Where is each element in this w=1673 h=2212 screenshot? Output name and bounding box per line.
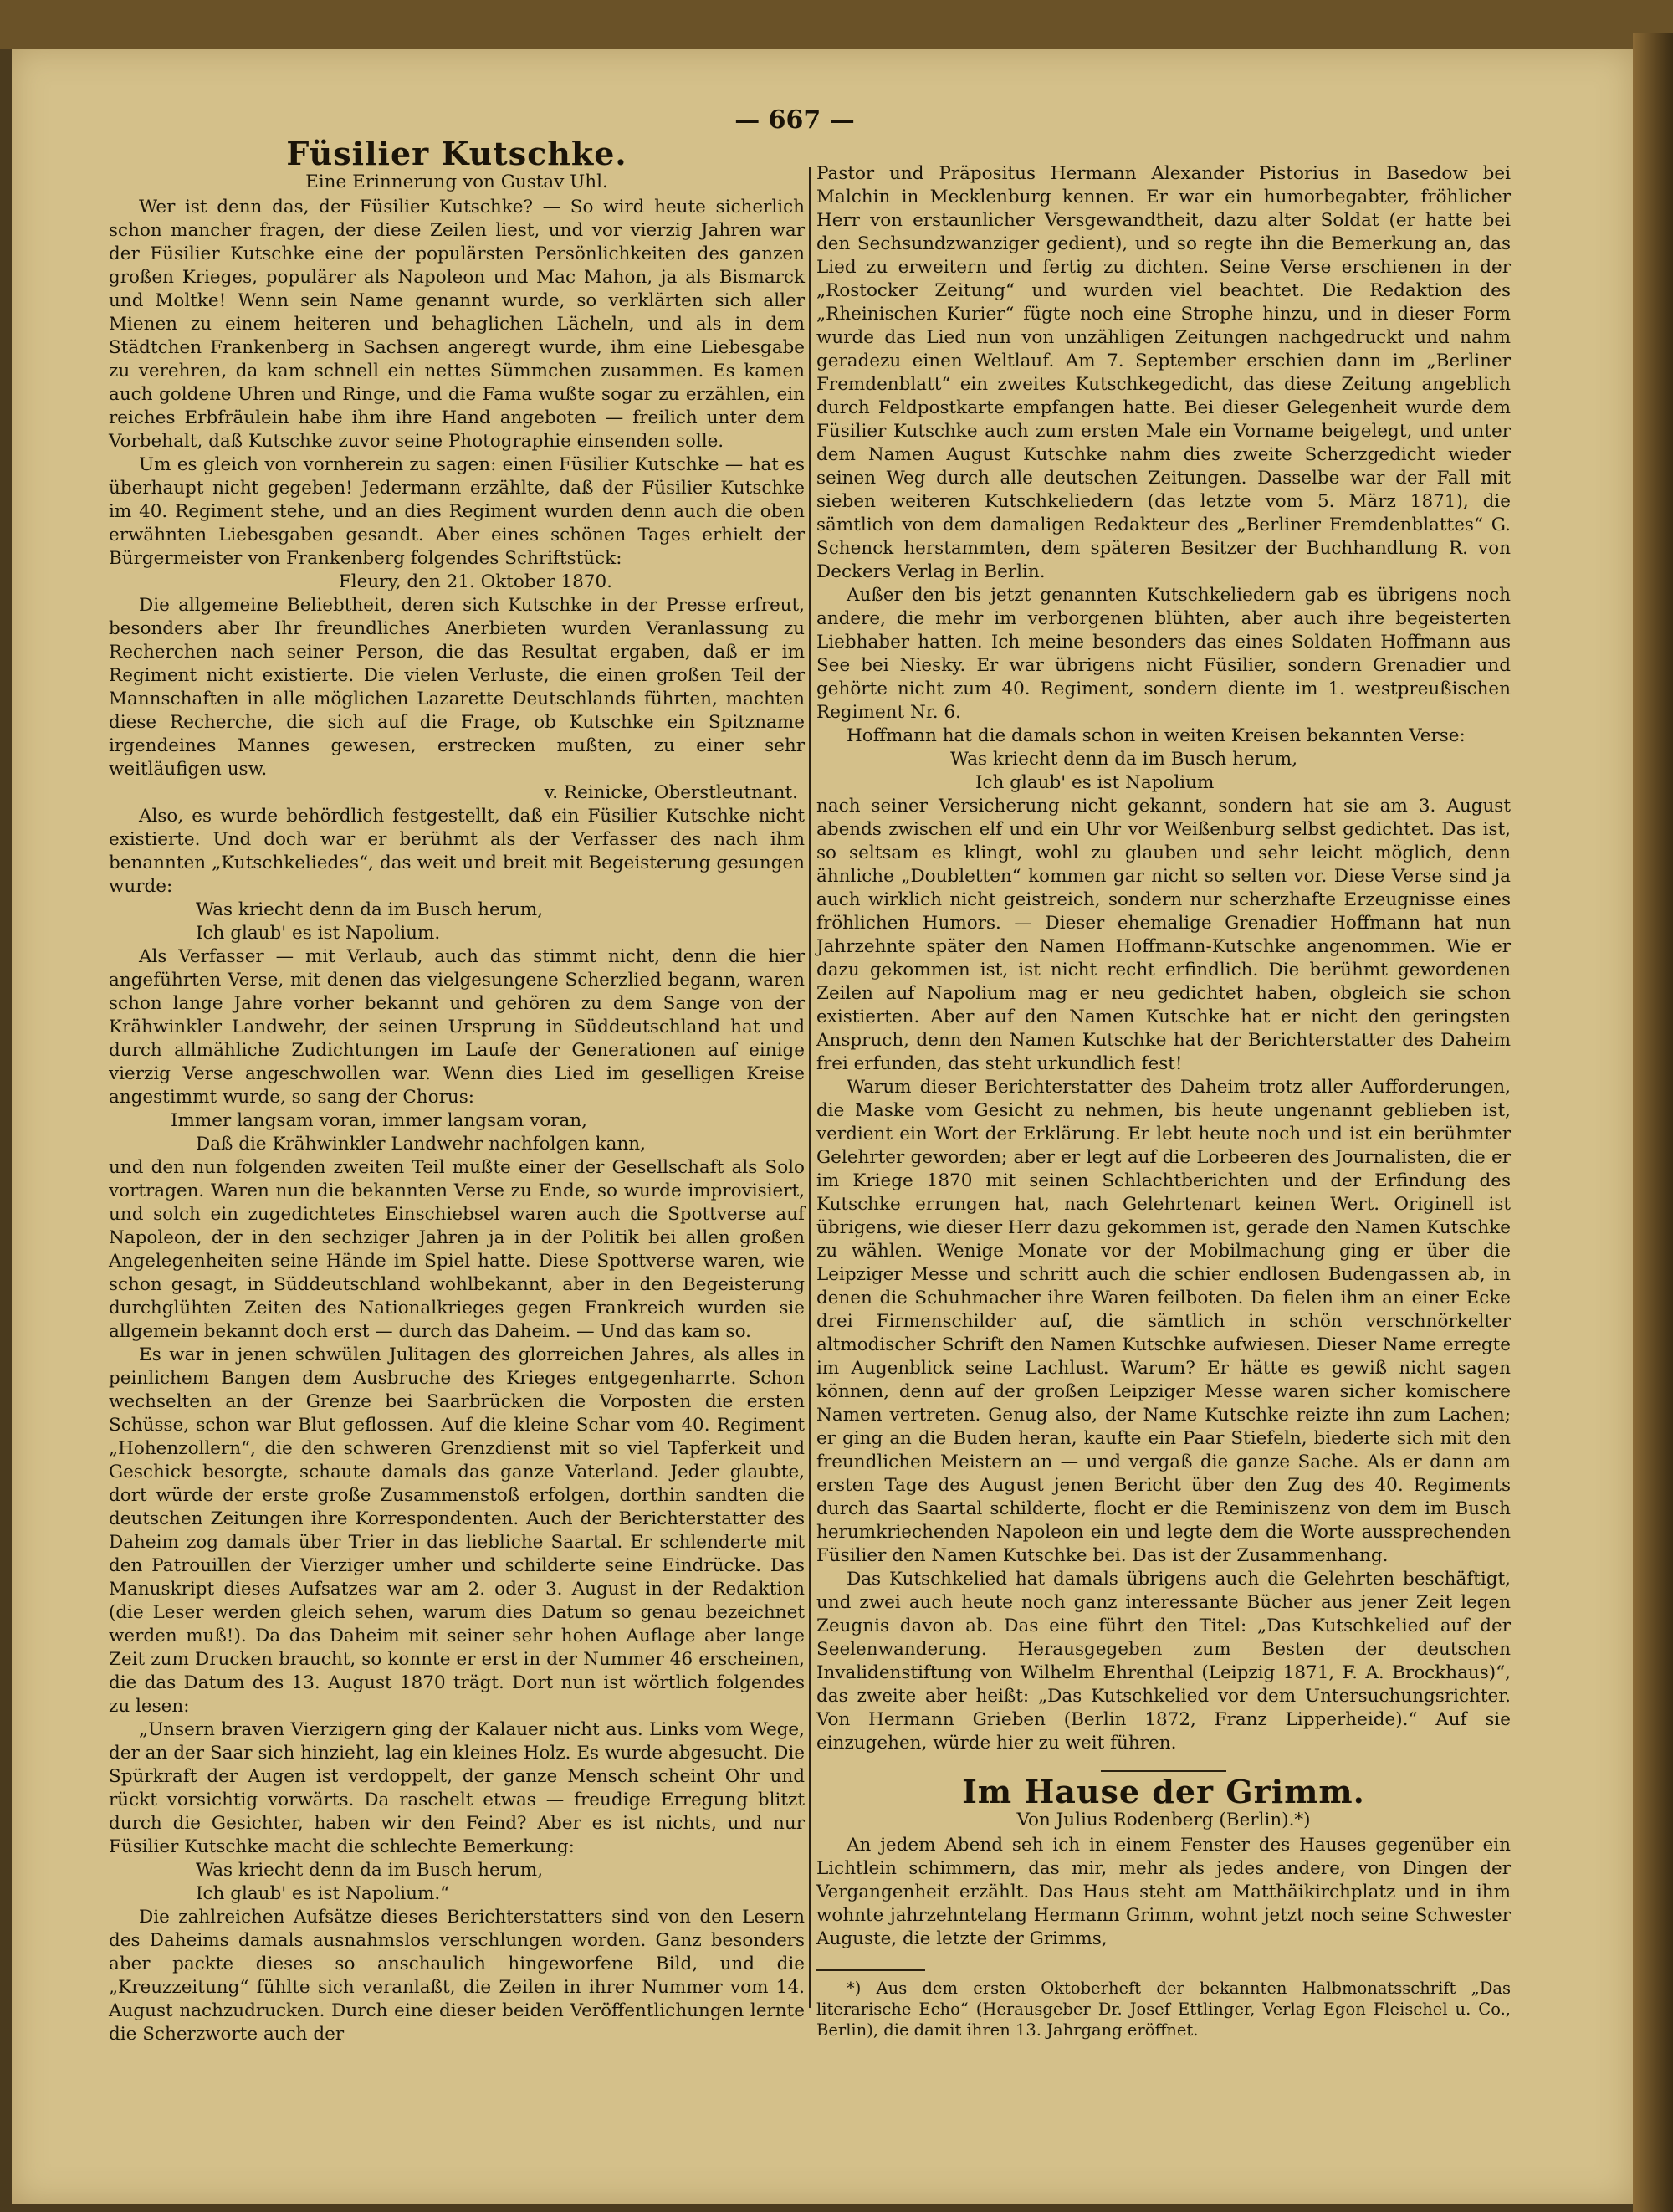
- paragraph: Also, es wurde behördlich festgestellt, daß ein Füsilier Kutschke nicht existierte. Und doch war er berühmt als der Verfasser des nach ihm benannten „Kutschkeliedes“, das weit und breit mit Begeisterung gesungen wurde:: [109, 806, 805, 897]
- paragraph: Warum dieser Berichterstatter des Daheim trotz aller Aufforderungen, die Maske vom Gesicht zu nehmen, bis heute ungenannt geblieben ist, verdient ein Wort der Erklärung. Er lebt heute noch und ist ein berühmter Gelehrter geworden; aber er legt auf die Lorbeeren des Journalisten, die er im Kriege 1870 mit seinen Schlachtberichten und der Erfindung des Kutschke errungen hat, nach Gelehrtenart keinen Wert. Originell ist übrigens, wie dieser Herr dazu gekommen ist, gerade den Namen Kutschke zu wählen. Wenige Monate vor der Mobilmachung ging er über die Leipziger Messe und schritt auch die schier endlosen Budengassen ab, in denen die Schuhmacher ihre Waren feilboten. Da fielen ihm an einer Ecke drei Firmenschilder auf, die sämtlich in schön verschnörkelter altmodischer Schrift den Namen Kutschke aufwiesen. Dieser Name erregte im Augenblick seine Lachlust. Warum? Er hätte es gewiß nicht sagen können, denn auf der großen Leipziger Messe waren sicher komischere Namen vertreten. Genug also, der Name Kutschke reizte ihn zum Lachen; er ging an die Buden heran, kaufte ein Paar Stiefeln, biederte sich mit den freundlichen Meistern an — und vergaß die ganze Sache. Als er dann am ersten Tage des August jenen Bericht über den Zug des 40. Regiments durch das Saartal schilderte, flocht er die Reminiszenz von dem im Busch herumkriechenden Napoleon ein und legte dem die Worte aussprechenden Füsilier den Namen Kutschke bei. Das ist der Zusammenhang.: [816, 1077, 1511, 1566]
- paragraph: und den nun folgenden zweiten Teil mußte einer der Gesellschaft als Solo vortragen. Waren nun die bekannten Verse zu Ende, so wurde improvisiert, und solch ein zugedichtetes Einschiebsel waren auch die Spottverse auf Napoleon, der in den sechziger Jahren ja in der Politik bei allen großen Angelegenheiten seine Hände im Spiel hatte. Diese Spottverse waren, wie schon gesagt, in Süddeutschland wohlbekannt, aber in den Begeisterung durchglühten Zeiten des Nationalkrieges gegen Frankreich wurden sie allgemein bekannt doch erst — durch das Daheim. — Und das kam so.: [109, 1157, 805, 1342]
- page-number: — 667 —: [734, 105, 855, 135]
- top-background: [0, 0, 1673, 49]
- paragraph: Es war in jenen schwülen Julitagen des glorreichen Jahres, als alles in peinlichem Bangen dem Ausbruche des Krieges entgegenharrte. Schon wechselten an der Grenze bei Saarbrücken die Vorposten die ersten Schüsse, schon war Blut geflossen. Auf die kleine Schar vom 40. Regiment „Hohenzollern“, die den schweren Grenzdienst mit so viel Tapferkeit und Geschick besorgte, schaute damals das ganze Vaterland. Jeder glaubte, dort würde der erste große Zusammenstoß erfolgen, dorthin sandten die deutschen Zeitungen ihre Korrespondenten. Auch der Berichterstatter des Daheim zog damals über Trier in das liebliche Saartal. Er schlenderte mit den Patrouillen der Vierziger umher und schilderte seine Eindrücke. Das Manuskript dieses Aufsatzes war am 2. oder 3. August in der Redaktion (die Leser werden gleich sehen, warum dies Datum so genau bezeichnet werden muß!). Da das Daheim mit seiner sehr hohen Auflage aber lange Zeit zum Drucken braucht, so konnte er erst in der Nummer 46 erscheinen, die das Datum des 13. August 1870 trägt. Dort nun ist wörtlich folgendes zu lesen:: [109, 1344, 805, 1717]
- letter-signature: v. Reinicke, Oberstleutnant.: [544, 782, 798, 803]
- verse-line: Immer langsam voran, immer langsam voran,: [171, 1110, 587, 1131]
- left-column: [109, 135, 805, 2046]
- paragraph: Das Kutschkelied hat damals übrigens auch die Gelehrten beschäftigt, und zwei auch heute noch ganz interessante Bücher aus jener Zeit legen Zeugnis davon ab. Das eine führt den Titel: „Das Kutschkelied auf der Seelenwanderung. Herausgegeben zum Besten der deutschen Invalidenstiftung von Wilhelm Ehrenthal (Leipzig 1871, F. A. Brockhaus)“, das zweite aber heißt: „Das Kutschkelied vor dem Untersuchungsrichter. Von Hermann Grieben (Berlin 1872, Franz Lipperheide).“ Auf sie einzugehen, würde hier zu weit führen.: [816, 1569, 1511, 1754]
- article-separator: [1101, 1770, 1226, 1772]
- paragraph: Als Verfasser — mit Verlaub, auch das stimmt nicht, denn die hier angeführten Verse, mit denen das vielgesungene Scherzlied begann, waren schon lange Jahre vorher bekannt und gehören zu dem Sange von der Krähwinkler Landwehr, der seinen Ursprung in Süddeutschland hat und durch allmähliche Zudichtungen im Laufe der Generationen auf einige vierzig Verse angeschwollen war. Wenn dies Lied im geselligen Kreise angestimmt wurde, so sang der Chorus:: [109, 946, 805, 1108]
- paragraph: „Unsern braven Vierzigern ging der Kalauer nicht aus. Links vom Wege, der an der Saar sich hinzieht, lag ein kleines Holz. Es wurde abgesucht. Die Spürkraft der Augen ist verdoppelt, der ganze Mensch scheint Ohr und rückt vorsichtig vorwärts. Da raschelt etwas — freudige Erregung blitzt durch die Gesichter, haben wir den Feind? Aber es ist nichts, und nur Füsilier Kutschke macht die schlechte Bemerkung:: [109, 1719, 805, 1857]
- paragraph: Pastor und Präpositus Hermann Alexander Pistorius in Basedow bei Malchin in Mecklenburg kennen. Er war ein humorbegabter, fröhlicher Herr von erstaunlicher Versgewandtheit, dazu alter Soldat (er hatte bei den Sechsundzwanziger gedient), und so regte ihn die Bemerkung an, das Lied zu erweitern und fertig zu dichten. Seine Verse erschienen in der „Rostocker Zeitung“ und wurden viel beachtet. Die Redaktion des „Rheinischen Kurier“ fügte noch eine Strophe hinzu, und in dieser Form wurde das Lied nun von unzähligen Zeitungen nachgedruckt und nahm geradezu einen Weltlauf. Am 7. September erschien dann im „Berliner Fremdenblatt“ ein zweites Kutschkegedicht, das diese Zeitung angeblich durch Feldpostkarte empfangen hatte. Bei dieser Gelegenheit wurde dem Füsilier Kutschke auch zum ersten Male ein Vorname beigelegt, und unter dem Namen August Kutschke nahm dies zweite Scherzgedicht wieder seinen Weg durch alle deutschen Zeitungen. Dasselbe war der Fall mit sieben weiteren Kutschkeliedern (das letzte vom 5. März 1871), die sämtlich von dem damaligen Redakteur des „Berliner Fremdenblattes“ G. Schenck herstammten, dem späteren Besitzer der Buchhandlung R. von Deckers Verlag in Berlin.: [816, 163, 1511, 582]
- paragraph: Wer ist denn das, der Füsilier Kutschke? — So wird heute sicherlich schon mancher fragen, der diese Zeilen liest, und vor vierzig Jahren war der Füsilier Kutschke eine der populärsten Persönlichkeiten des ganzen großen Krieges, populärer als Napoleon und Mac Mahon, ja als Bismarck und Moltke! Wenn sein Name genannt wurde, so verklärten sich aller Mienen zu einem heiteren und behaglichen Lächeln, und als in dem Städtchen Frankenberg in Sachsen angeregt wurde, ihm eine Liebesgabe zu verehren, da kam schnell ein nettes Sümmchen zusammen. Es kamen auch goldene Uhren und Ringe, und die Fama wußte sogar zu erzählen, ein reiches Erbfräulein habe ihm ihre Hand angeboten — freilich unter dem Vorbehalt, daß Kutschke zuvor seine Photographie einsenden solle.: [109, 197, 805, 452]
- footnote-rule: [816, 1969, 925, 1971]
- paragraph: An jedem Abend seh ich in einem Fenster des Hauses gegenüber ein Lichtlein schimmern, das mir, mehr als jedes andere, von Dingen der Vergangenheit erzählt. Das Haus steht am Matthäikirchplatz und in ihm wohnte jahrzehntelang Hermann Grimm, wohnt jetzt noch seine Schwester Auguste, die letzte der Grimms,: [816, 1835, 1511, 1949]
- letter-dateline: Fleury, den 21. Oktober 1870.: [338, 571, 612, 592]
- verse-line: Was kriecht denn da im Busch herum,: [196, 899, 544, 920]
- article-title: Im Hause der Grimm.: [962, 1773, 1365, 1810]
- verse-line: Ich glaub' es ist Napolium.“: [196, 1883, 450, 1904]
- article-title: Füsilier Kutschke.: [286, 135, 627, 172]
- verse-line: Was kriecht denn da im Busch herum,: [196, 1860, 544, 1881]
- right-column: [816, 162, 1511, 2040]
- book-spine: [1633, 33, 1673, 2212]
- paragraph: Hoffmann hat die damals schon in weiten Kreisen bekannten Verse:: [847, 725, 1466, 746]
- verse-line: Ich glaub' es ist Napolium.: [196, 923, 441, 944]
- verse-line: Was kriecht denn da im Busch herum,: [950, 749, 1298, 770]
- paragraph: Außer den bis jetzt genannten Kutschkeliedern gab es übrigens noch andere, die mehr im verborgenen blühten, aber auch ihre begeisterten Liebhaber hatten. Ich meine besonders das eines Soldaten Hoffmann aus See bei Niesky. Er war übrigens nicht Füsilier, sondern Grenadier und gehörte nicht zum 40. Regiment, sondern diente im 1. westpreußischen Regiment Nr. 6.: [816, 585, 1511, 723]
- column-divider: [809, 167, 811, 2008]
- verse-line: Ich glaub' es ist Napolium: [975, 772, 1215, 793]
- paragraph: Die allgemeine Beliebtheit, deren sich Kutschke in der Presse erfreut, besonders aber Ihr freundliches Anerbieten wurden Veranlassung zu Recherchen nach seiner Person, die das Resultat ergaben, daß er im Regiment nicht existierte. Die vielen Verluste, die einen großen Teil der Mannschaften in alle möglichen Lazarette Deutschlands führten, machten diese Recherche, die sich auf die Frage, ob Kutschke ein Spitzname irgendeines Mannes gewesen, erstrecken mußten, zu einer sehr weitläufigen usw.: [109, 595, 805, 780]
- footnote: *) Aus dem ersten Oktoberheft der bekannten Halbmonatsschrift „Das literarische Echo“ (Herausgeber Dr. Josef Ettlinger, Verlag Egon Fleischel u. Co., Berlin), die damit ihren 13. Jahrgang eröffnet.: [816, 1979, 1511, 2040]
- article-byline: Eine Erinnerung von Gustav Uhl.: [305, 172, 608, 192]
- paragraph: Die zahlreichen Aufsätze dieses Berichterstatters sind von den Lesern des Daheims damals ausnahmslos verschlungen worden. Ganz besonders aber packte dieses so anschaulich hingeworfene Bild, und die „Kreuzzeitung“ fühlte sich veranlaßt, die Zeilen in ihrer Nummer vom 14. August nachzudrucken. Durch eine dieser beiden Veröffentlichungen lernte die Scherzworte auch der: [109, 1907, 805, 2045]
- article-byline: Von Julius Rodenberg (Berlin).*): [1016, 1810, 1311, 1831]
- paragraph: nach seiner Versicherung nicht gekannt, sondern hat sie am 3. August abends zwischen elf und ein Uhr vor Weißenburg selbst gedichtet. Das ist, so seltsam es klingt, wohl zu glauben und sehr leicht möglich, denn ähnliche „Doubletten“ kommen gar nicht so selten vor. Diese Verse sind ja auch wirklich nicht geistreich, sondern nur scherzhafte Erzeugnisse eines fröhlichen Humors. — Dieser ehemalige Grenadier Hoffmann hat nun Jahrzehnte später den Namen Hoffmann-Kutschke angenommen. Wie er dazu gekommen ist, ist nicht recht erfindlich. Die berühmt gewordenen Zeilen auf Napolium mag er neu gedichtet haben, obgleich sie schon existierten. Aber auf den Namen Kutschke hat er nicht den geringsten Anspruch, denn den Namen Kutschke hat der Berichterstatter des Daheim frei erfunden, das steht urkundlich fest!: [816, 796, 1511, 1074]
- paragraph: Um es gleich von vornherein zu sagen: einen Füsilier Kutschke — hat es überhaupt nicht gegeben! Jedermann erzählte, daß der Füsilier Kutschke im 40. Regiment stehe, und an dies Regiment wurden denn auch die oben erwähnten Liebesgaben gesandt. Aber eines schönen Tages erhielt der Bürgermeister von Frankenberg folgendes Schriftstück:: [109, 454, 805, 569]
- verse-line: Daß die Krähwinkler Landwehr nachfolgen kann,: [196, 1134, 646, 1155]
